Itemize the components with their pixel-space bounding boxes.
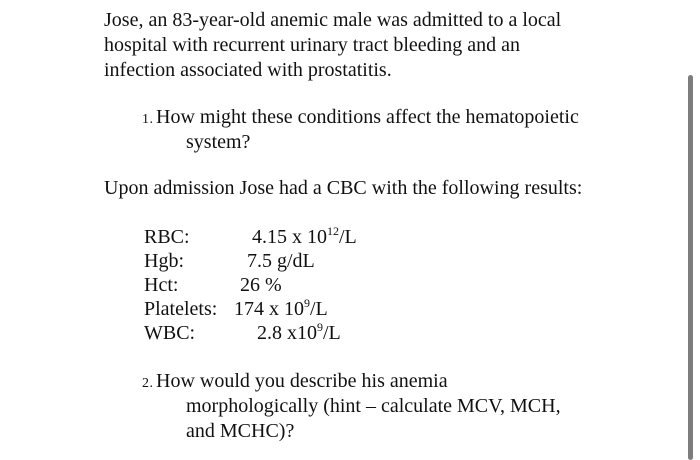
cbc-row-hgb [144,249,484,273]
case-intro-paragraph [104,8,604,83]
question-line: morphologically (hint – calculate MCV, MCH, [186,395,561,417]
cbc-label: Hct: [144,274,179,296]
cbc-value: 2.8 $x10^9/L$ [257,320,341,344]
cbc-row-platelets [144,297,484,321]
question-2 [142,369,622,449]
cbc-label: Platelets: [144,298,218,320]
vertical-scrollbar[interactable] [688,75,693,460]
cbc-value: 26 % [240,274,282,296]
intro-line: infection associated with prostatitis. [104,59,392,81]
cbc-label: WBC: [144,322,196,344]
cbc-value: 7.5 g/dL [247,250,315,272]
intro-line: hospital with recurrent urinary tract bleeding and an [104,34,520,56]
question-line: and MCHC)? [186,420,295,442]
question-line: system? [186,131,251,153]
question-1 [142,105,622,155]
cbc-row-hct [144,273,484,297]
cbc-label: RBC: [144,226,190,248]
cbc-row-rbc [144,225,484,249]
question-line: How would you describe his anemia [156,370,448,392]
question-number: 1. [142,112,154,127]
cbc-value: 174 x $10^9/L$ [234,296,328,320]
cbc-row-wbc [144,321,484,345]
question-number: 2. [142,376,154,391]
admission-statement: Upon admission Jose had a CBC with the following results: [104,177,583,199]
intro-line: Jose, an 83-year-old anemic male was admitted to a local [104,9,562,31]
cbc-label: Hgb: [144,250,184,272]
question-line: How might these conditions affect the hematopoietic [156,106,579,128]
cbc-value: 4.15 x $10^{12}/L$ [252,224,357,248]
